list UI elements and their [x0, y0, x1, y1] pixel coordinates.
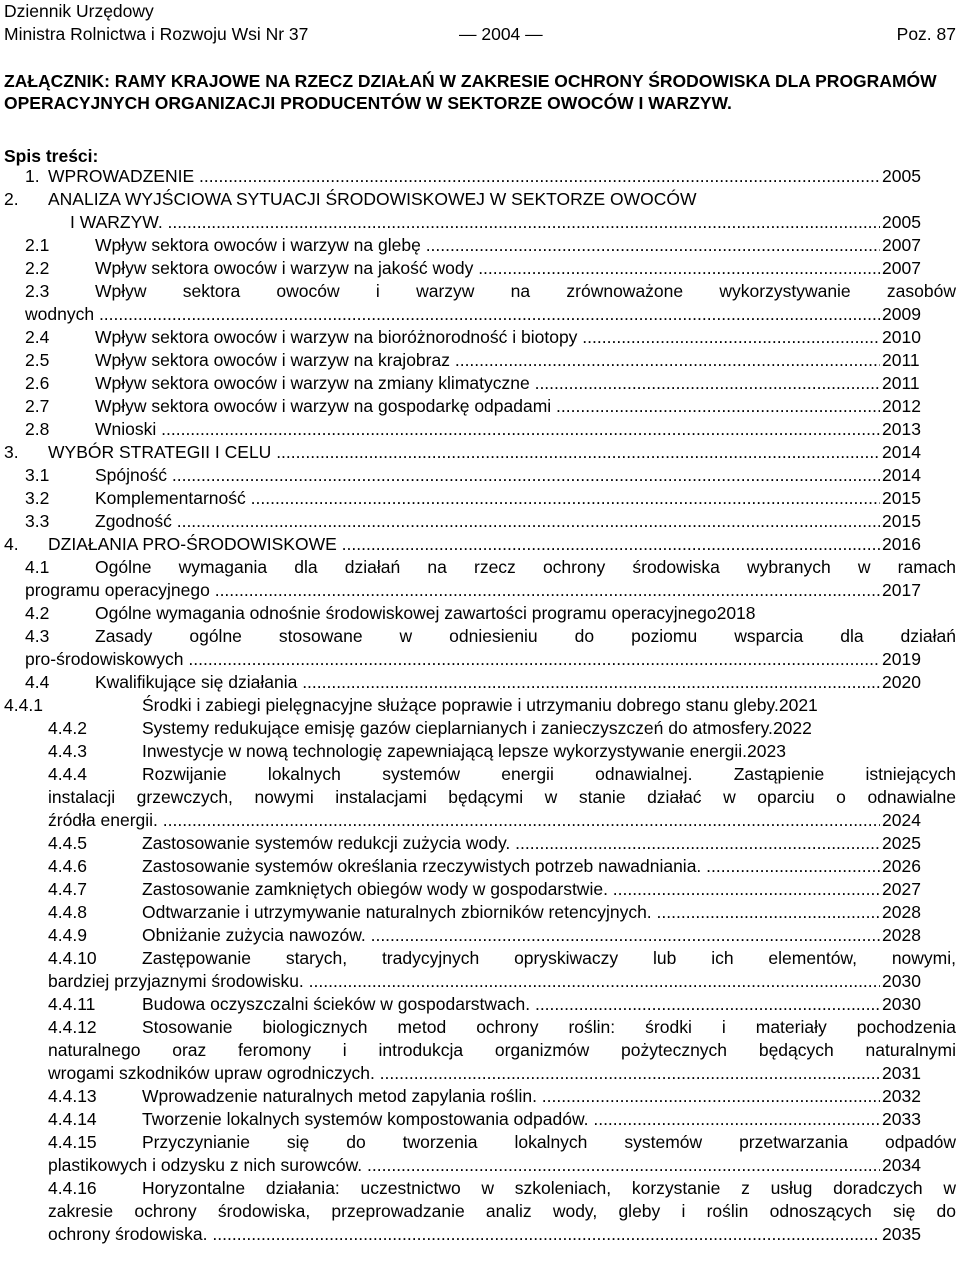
toc-line [0, 717, 960, 740]
toc-entry-number: 2.5 [25, 350, 50, 370]
toc-page-number: 2030 [880, 993, 960, 1016]
toc-line [0, 648, 960, 671]
toc-entry-text: Przyczynianie się do tworzenia lokalnych systemów przetwarzania odpadów [142, 1132, 956, 1152]
toc-page-number: 2005 [880, 211, 960, 234]
toc-line [0, 1108, 960, 1131]
toc-entry-text: wodnych ..... [25, 303, 882, 326]
toc-line [0, 533, 960, 556]
toc-entry-number: 2.6 [25, 373, 50, 393]
toc-heading: Spis treści: [4, 146, 99, 166]
toc-line [0, 579, 960, 602]
toc-entry-text: Zastosowanie zamkniętych obiegów wody w gospodarstwie. ..... [142, 878, 882, 901]
toc-entry-text: Systemy redukujące emisję gazów cieplarnianych i zanieczyszczeń do atmosfery.2022 [142, 718, 812, 738]
toc-line [0, 510, 960, 533]
toc-entry-text: zakresie ochrony środowiska, przeprowadzanie analiz wody, gleby i roślin odnoszących się do [48, 1201, 956, 1221]
toc-page-number: 2025 [880, 832, 960, 855]
toc-entry-text: Spójność ..... [95, 464, 882, 487]
toc-entry-number: 2.1 [25, 235, 50, 255]
toc-page-number: 2018 [716, 603, 756, 623]
toc-entry-number: 2.7 [25, 396, 50, 416]
toc-entry-number: 4.4.3 [48, 741, 87, 761]
toc-entry-text: Horyzontalne działania: uczestnictwo w szkoleniach, korzystanie z usług doradczych w [142, 1178, 956, 1198]
toc-line [0, 1062, 960, 1085]
toc-line [0, 211, 960, 234]
toc-entry-number: 3.1 [25, 465, 50, 485]
toc-line [0, 257, 960, 280]
toc-entry-number: 2.2 [25, 258, 50, 278]
toc-line [0, 625, 960, 648]
toc-entry-text: Ogólne wymagania odnośnie środowiskowej zawartości programu operacyjnego2018 [95, 603, 756, 623]
toc-entry-text: Kwalifikujące się działania ..... [95, 671, 882, 694]
toc-page-number: 2021 [778, 695, 818, 715]
toc-page-number: 2034 [880, 1154, 960, 1177]
toc-entry-text: Zastosowanie systemów określania rzeczywistych potrzeb nawadniania. ..... [142, 855, 882, 878]
toc-page-number: 2015 [880, 510, 960, 533]
toc-line [0, 464, 960, 487]
toc-line [0, 326, 960, 349]
toc-page-number: 2019 [880, 648, 960, 671]
toc-entry-number: 4.4.11 [48, 994, 96, 1014]
toc-line [0, 740, 960, 763]
toc-entry-text: plastikowych i odzysku z nich surowców. ..... [48, 1154, 882, 1177]
toc-page-number: 2014 [880, 464, 960, 487]
toc-entry-number: 3.3 [25, 511, 50, 531]
toc-line [0, 1085, 960, 1108]
toc-entry-text: Wpływ sektora owoców i warzyw na bioróżnorodność i biotopy ..... [95, 326, 882, 349]
toc-entry-number: 4.4.16 [48, 1178, 97, 1198]
toc-line [0, 487, 960, 510]
toc-page-number: 2007 [880, 257, 960, 280]
toc-page-number: 2007 [880, 234, 960, 257]
toc-entry-text: Wnioski ..... [95, 418, 882, 441]
running-header [4, 0, 956, 46]
toc-page-number: 2033 [880, 1108, 960, 1131]
toc-page-number: 2031 [880, 1062, 960, 1085]
toc-page-number: 2020 [880, 671, 960, 694]
toc-entry-text: źródła energii. ..... [48, 809, 882, 832]
toc-line [0, 1039, 960, 1062]
toc-entry-number: 4.4.14 [48, 1109, 97, 1129]
toc-entry-number: 4.4.4 [48, 764, 87, 784]
toc-entry-text: Wpływ sektora owoców i warzyw na jakość wody ..... [95, 257, 882, 280]
toc-line [0, 832, 960, 855]
toc-line [0, 1223, 960, 1246]
toc-page-number: 2027 [880, 878, 960, 901]
toc-entry-text: naturalnego oraz feromony i introdukcja organizmów pożytecznych będących naturalnymi [48, 1040, 956, 1060]
toc-entry-text: Odtwarzanie i utrzymywanie naturalnych zbiorników retencyjnych. ..... [142, 901, 882, 924]
toc-line [0, 395, 960, 418]
toc-entry-text: I WARZYW. ..... [70, 211, 882, 234]
toc-entry-text: DZIAŁANIA PRO-ŚRODOWISKOWE ..... [48, 533, 882, 556]
toc-line [0, 303, 960, 326]
toc-entry-text: Ogólne wymagania dla działań na rzecz ochrony środowiska wybranych w ramach [95, 557, 956, 577]
toc-entry-text: Wpływ sektora owoców i warzyw na gospodarkę odpadami ..... [95, 395, 882, 418]
toc-entry-number: 1. [25, 166, 40, 186]
toc-entry-number: 4.4.8 [48, 902, 87, 922]
toc-page-number: 2030 [880, 970, 960, 993]
toc-entry-text: ANALIZA WYJŚCIOWA SYTUACJI ŚRODOWISKOWEJ W SEKTORZE OWOCÓW [48, 189, 697, 209]
toc-entry-text: bardziej przyjaznymi środowisku. ..... [48, 970, 882, 993]
toc-entry-text: wrogami szkodników upraw ogrodniczych. ..... [48, 1062, 882, 1085]
toc-entry-text: Rozwijanie lokalnych systemów energii odnawialnej. Zastąpienie istniejących [142, 764, 956, 784]
toc-entry-text: pro-środowiskowych ..... [25, 648, 882, 671]
toc-line [0, 970, 960, 993]
toc-line [0, 947, 960, 970]
toc-entry-number: 4.3 [25, 626, 50, 646]
toc-line [0, 234, 960, 257]
journal-name: Dziennik Urzędowy [4, 1, 154, 21]
toc-entry-number: 3.2 [25, 488, 50, 508]
toc-line [0, 809, 960, 832]
toc-entry-text: WPROWADZENIE ..... [48, 165, 882, 188]
toc-page-number: 2023 [747, 741, 786, 761]
journal-year: — 2004 — [459, 24, 543, 44]
toc-entry-number: 4.4.15 [48, 1132, 97, 1152]
toc-line [0, 1016, 960, 1039]
toc-line [0, 418, 960, 441]
toc-entry-text: Zastosowanie systemów redukcji zużycia wody. ..... [142, 832, 882, 855]
toc-entry-text: Wpływ sektora owoców i warzyw na zmiany klimatyczne ..... [95, 372, 882, 395]
toc-entry-text: Budowa oczyszczalni ścieków w gospodarstwach. ..... [142, 993, 882, 1016]
toc-entry-text: Tworzenie lokalnych systemów kompostowania odpadów. ..... [142, 1108, 882, 1131]
toc-entry-number: 4.4.6 [48, 856, 87, 876]
toc-line [0, 349, 960, 372]
position-number: Poz. 87 [896, 24, 956, 44]
toc-entry-text: Wpływ sektora owoców i warzyw na krajobraz ..... [95, 349, 882, 372]
toc-entry-text: programu operacyjnego ..... [25, 579, 882, 602]
toc-page-number: 2028 [880, 924, 960, 947]
toc-line [0, 280, 960, 303]
toc-entry-text: Inwestycje w nową technologię zapewniającą lepsze wykorzystywanie energii.2023 [142, 741, 786, 761]
toc-entry-number: 4.4.10 [48, 948, 97, 968]
toc-entry-text: Zastępowanie starych, tradycyjnych opryskiwaczy lub ich elementów, nowymi, [142, 948, 956, 968]
toc-page-number: 2032 [880, 1085, 960, 1108]
journal-issue: Ministra Rolnictwa i Rozwoju Wsi Nr 37 [4, 24, 309, 44]
toc-entry-number: 4. [4, 534, 19, 554]
toc-line [0, 188, 960, 211]
toc-line [0, 924, 960, 947]
toc-line [0, 165, 960, 188]
toc-entry-text: instalacji grzewczych, nowymi instalacjami będącymi w stanie działać w oparciu o odnawialne [48, 787, 956, 807]
toc-line [0, 1131, 960, 1154]
table-of-contents [0, 165, 960, 1246]
toc-entry-number: 2. [4, 189, 19, 209]
toc-entry-number: 4.4.1 [4, 695, 43, 715]
toc-entry-number: 2.4 [25, 327, 50, 347]
toc-entry-number: 4.4.13 [48, 1086, 97, 1106]
toc-entry-number: 4.4.2 [48, 718, 87, 738]
toc-entry-number: 4.2 [25, 603, 50, 623]
toc-page-number: 2015 [880, 487, 960, 510]
toc-line [0, 1200, 960, 1223]
toc-page-number: 2035 [880, 1223, 960, 1246]
toc-entry-number: 2.3 [25, 281, 50, 301]
toc-entry-number: 2.8 [25, 419, 50, 439]
toc-entry-number: 4.4.5 [48, 833, 87, 853]
toc-line [0, 372, 960, 395]
toc-line [0, 556, 960, 579]
toc-page-number: 2012 [880, 395, 960, 418]
header-line-2 [4, 23, 956, 46]
toc-entry-text: WYBÓR STRATEGII I CELU ..... [48, 441, 882, 464]
toc-entry-text: Komplementarność ..... [95, 487, 882, 510]
toc-entry-number: 4.1 [25, 557, 50, 577]
toc-line [0, 671, 960, 694]
toc-page-number: 2028 [880, 901, 960, 924]
toc-page-number: 2026 [880, 855, 960, 878]
toc-line [0, 901, 960, 924]
toc-page-number: 2005 [880, 165, 960, 188]
toc-line [0, 441, 960, 464]
toc-entry-number: 4.4.7 [48, 879, 87, 899]
toc-page-number: 2014 [880, 441, 960, 464]
toc-line [0, 1154, 960, 1177]
toc-entry-text: Zgodność ..... [95, 510, 882, 533]
toc-page-number: 2011 [880, 372, 960, 395]
toc-page-number: 2016 [880, 533, 960, 556]
toc-line [0, 694, 960, 717]
toc-entry-text: Wpływ sektora owoców i warzyw na zrównoważone wykorzystywanie zasobów [95, 281, 956, 301]
toc-entry-text: Stosowanie biologicznych metod ochrony roślin: środki i materiały pochodzenia [142, 1017, 956, 1037]
toc-page-number: 2017 [880, 579, 960, 602]
toc-entry-number: 3. [4, 442, 19, 462]
toc-page-number: 2013 [880, 418, 960, 441]
toc-entry-number: 4.4.9 [48, 925, 87, 945]
toc-entry-number: 4.4 [25, 672, 50, 692]
toc-page-number: 2010 [880, 326, 960, 349]
toc-line [0, 763, 960, 786]
toc-page-number: 2022 [772, 718, 812, 738]
toc-page-number: 2011 [880, 349, 960, 372]
annex-title: ZAŁĄCZNIK: RAMY KRAJOWE NA RZECZ DZIAŁAŃ W ZAKRESIE OCHRONY ŚRODOWISKA DLA PROGRAMÓW OPERACYJNYCH ORGANIZACJI PRODUCENTÓW W SEKTORZE OWOCÓW I WARZYW. [4, 71, 937, 113]
toc-line [0, 855, 960, 878]
toc-entry-text: Środki i zabiegi pielęgnacyjne służące poprawie i utrzymaniu dobrego stanu gleby.2021 [142, 695, 818, 715]
toc-entry-text: ochrony środowiska. ..... [48, 1223, 882, 1246]
toc-entry-text: Wprowadzenie naturalnych metod zapylania roślin. ..... [142, 1085, 882, 1108]
toc-entry-text: Obniżanie zużycia nawozów. ..... [142, 924, 882, 947]
toc-entry-text: Zasady ogólne stosowane w odniesieniu do poziomu wsparcia dla działań [95, 626, 956, 646]
toc-page-number: 2009 [880, 303, 960, 326]
toc-line [0, 602, 960, 625]
toc-line [0, 878, 960, 901]
toc-line [0, 1177, 960, 1200]
toc-line [0, 993, 960, 1016]
toc-entry-text: Wpływ sektora owoców i warzyw na glebę ..... [95, 234, 882, 257]
toc-entry-number: 4.4.12 [48, 1017, 97, 1037]
toc-line [0, 786, 960, 809]
toc-page-number: 2024 [880, 809, 960, 832]
